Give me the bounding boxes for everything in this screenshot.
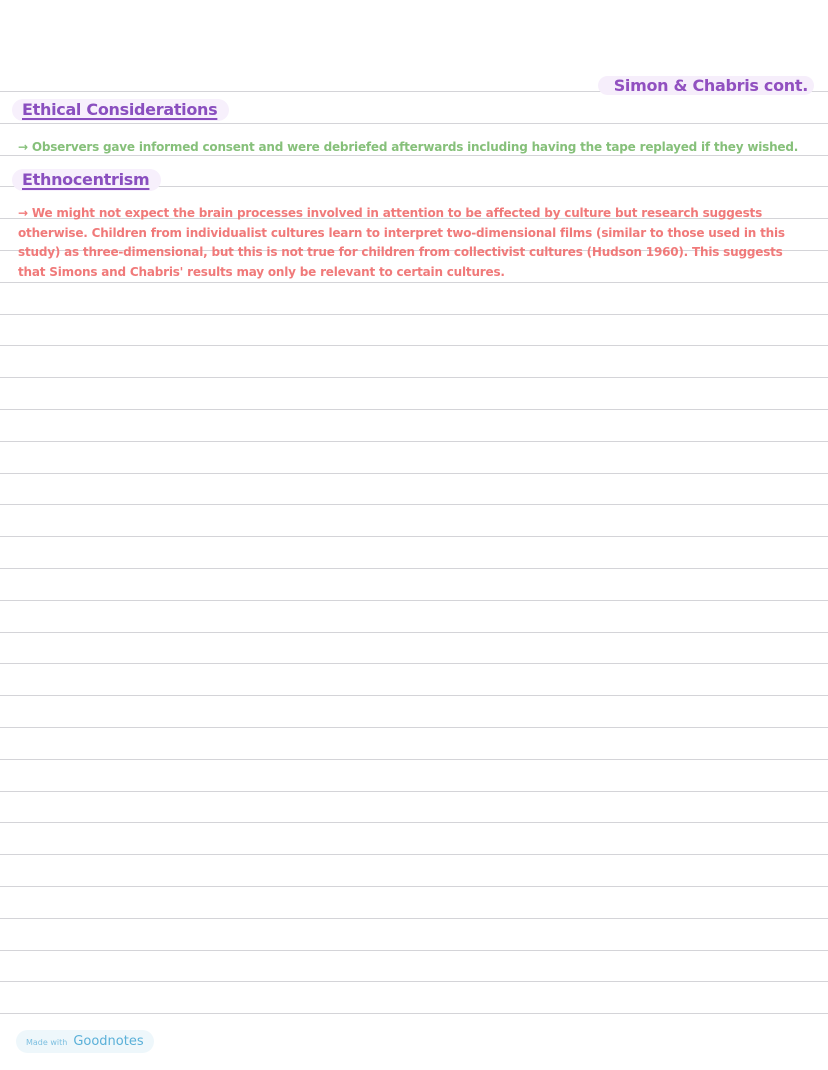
rule-line (0, 727, 828, 728)
rule-line (0, 791, 828, 792)
rule-line (0, 950, 828, 951)
goodnotes-badge[interactable] (16, 1030, 154, 1053)
ethical-note: → Observers gave informed consent and were debriefed afterwards including having the tape replayed if they wished. (18, 140, 799, 154)
rule-line (0, 123, 828, 124)
rule-line (0, 918, 828, 919)
rule-line (0, 886, 828, 887)
rule-line (0, 504, 828, 505)
rule-line (0, 822, 828, 823)
rule-line (0, 568, 828, 569)
rule-line (0, 536, 828, 537)
rule-line (0, 155, 828, 156)
rule-line (0, 473, 828, 474)
rule-line (0, 663, 828, 664)
section-heading-ethical (12, 99, 229, 121)
ethnocentrism-note: → We might not expect the brain processes involved in attention to be affected by culture but research suggests otherwise. Children from individualist cultures learn to interpret two-dimensional films (similar to those used in this study) as three-dimensional, but this is not true for children from collectivist cultures (Hudson 1960). This suggests that Simons and Chabris' results may only be relevant to certain cultures. (18, 206, 785, 279)
rule-line (0, 854, 828, 855)
rule-line (0, 695, 828, 696)
rule-line (0, 409, 828, 410)
made-with-label: Made with (26, 1038, 68, 1047)
rule-line (0, 759, 828, 760)
rule-line (0, 441, 828, 442)
section-heading-ethnocentrism (12, 169, 161, 191)
goodnotes-logo: Goodnotes (73, 1034, 144, 1049)
rule-line (0, 377, 828, 378)
rule-line (0, 632, 828, 633)
rule-line (0, 981, 828, 982)
page-title: Simon & Chabris cont. (598, 76, 814, 95)
rule-line (0, 345, 828, 346)
rule-line (0, 600, 828, 601)
rule-line (0, 314, 828, 315)
rule-line (0, 1013, 828, 1014)
heading-text: Ethnocentrism (22, 170, 150, 189)
heading-text: Ethical Considerations (22, 100, 218, 119)
